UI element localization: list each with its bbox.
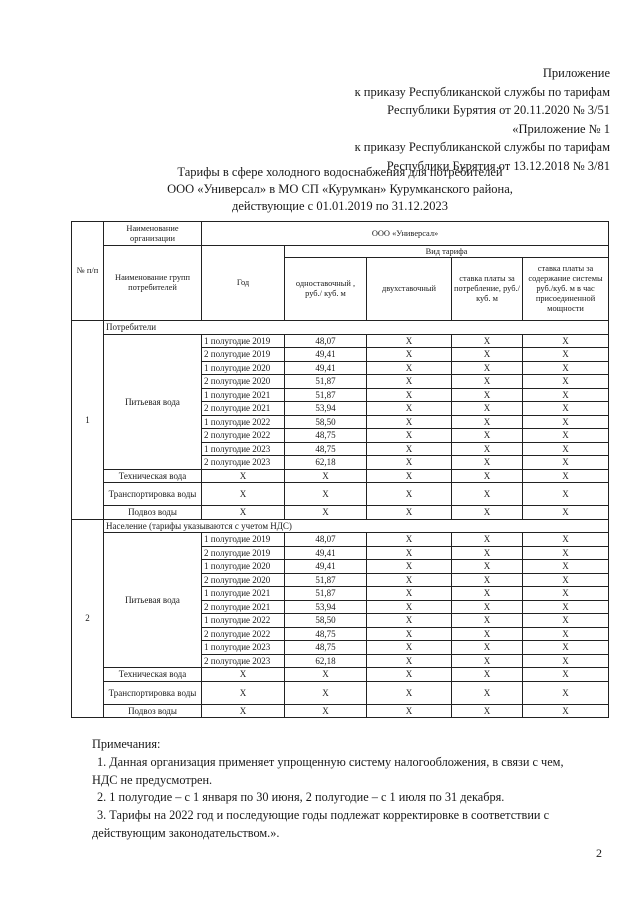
capacity-rate-cell: X — [523, 614, 609, 628]
consumption-rate-cell: X — [452, 560, 523, 574]
consumption-rate-cell: X — [452, 348, 523, 362]
consumption-rate-cell: X — [452, 600, 523, 614]
group-name: Подвоз воды — [104, 704, 202, 718]
single-rate-cell: 48,75 — [285, 641, 367, 655]
double-rate-cell: X — [367, 334, 452, 348]
capacity-rate-cell: X — [523, 375, 609, 389]
consumption-rate-cell: X — [452, 654, 523, 668]
double-rate-cell: X — [367, 375, 452, 389]
consumption-rate-cell: X — [452, 627, 523, 641]
period-cell: 2 полугодие 2019 — [202, 348, 285, 362]
document-title — [80, 164, 600, 215]
single-rate-cell: 51,87 — [285, 388, 367, 402]
header-org-value: ООО «Универсал» — [202, 222, 609, 246]
title-line: действующие с 01.01.2019 по 31.12.2023 — [231, 199, 449, 213]
period-cell: 1 полугодие 2019 — [202, 334, 285, 348]
table-row — [72, 681, 609, 704]
header-group-name: Наименование групп потребителей — [104, 246, 202, 321]
consumption-rate-cell: X — [452, 334, 523, 348]
header-line: Республики Бурятия от 20.11.2020 № 3/51 — [387, 103, 610, 117]
consumption-rate-cell: X — [452, 506, 523, 520]
period-cell: X — [202, 483, 285, 506]
consumption-rate-cell: X — [452, 388, 523, 402]
consumption-rate-cell: X — [452, 587, 523, 601]
group-name: Техническая вода — [104, 469, 202, 483]
period-cell: 1 полугодие 2021 — [202, 587, 285, 601]
double-rate-cell: X — [367, 429, 452, 443]
period-cell: 2 полугодие 2021 — [202, 402, 285, 416]
consumption-rate-cell: X — [452, 402, 523, 416]
capacity-rate-cell: X — [523, 415, 609, 429]
section-title-row — [72, 321, 609, 335]
section-number: 2 — [72, 519, 104, 718]
double-rate-cell: X — [367, 573, 452, 587]
consumption-rate-cell: X — [452, 456, 523, 470]
period-cell: X — [202, 668, 285, 682]
title-line: Тарифы в сфере холодного водоснабжения для потребителей — [177, 165, 503, 179]
period-cell: 1 полугодие 2023 — [202, 442, 285, 456]
single-rate-cell: 48,07 — [285, 533, 367, 547]
capacity-rate-cell: X — [523, 506, 609, 520]
single-rate-cell: 53,94 — [285, 600, 367, 614]
consumption-rate-cell: X — [452, 415, 523, 429]
consumption-rate-cell: X — [452, 546, 523, 560]
single-rate-cell: 49,41 — [285, 560, 367, 574]
capacity-rate-cell: X — [523, 456, 609, 470]
single-rate-cell: X — [285, 469, 367, 483]
group-name: Транспортировка воды — [104, 483, 202, 506]
capacity-rate-cell: X — [523, 348, 609, 362]
period-cell: 1 полугодие 2023 — [202, 641, 285, 655]
double-rate-cell: X — [367, 641, 452, 655]
double-rate-cell: X — [367, 361, 452, 375]
period-cell: 2 полугодие 2020 — [202, 573, 285, 587]
double-rate-cell: X — [367, 627, 452, 641]
capacity-rate-cell: X — [523, 388, 609, 402]
note-item: 3. Тарифы на 2022 год и последующие годы подлежат корректировке в соответствии с действующим законодательством.». — [92, 808, 550, 840]
capacity-rate-cell: X — [523, 641, 609, 655]
period-cell: 1 полугодие 2019 — [202, 533, 285, 547]
period-cell: 2 полугодие 2022 — [202, 627, 285, 641]
single-rate-cell: X — [285, 704, 367, 718]
single-rate-cell: 58,50 — [285, 415, 367, 429]
group-name: Подвоз воды — [104, 506, 202, 520]
section-title: Население (тарифы указываются с учетом НДС) — [104, 519, 609, 533]
single-rate-cell: 49,41 — [285, 546, 367, 560]
period-cell: 2 полугодие 2022 — [202, 429, 285, 443]
header-consumption: ставка платы за потребление, руб./ куб. м — [452, 258, 523, 321]
double-rate-cell: X — [367, 587, 452, 601]
single-rate-cell: 49,41 — [285, 348, 367, 362]
period-cell: 1 полугодие 2022 — [202, 415, 285, 429]
header-org-name: Наименование организации — [104, 222, 202, 246]
single-rate-cell: 48,75 — [285, 442, 367, 456]
consumption-rate-cell: X — [452, 483, 523, 506]
double-rate-cell: X — [367, 546, 452, 560]
table-row — [72, 506, 609, 520]
double-rate-cell: X — [367, 560, 452, 574]
header-single: одноставочный , руб./ куб. м — [285, 258, 367, 321]
capacity-rate-cell: X — [523, 600, 609, 614]
double-rate-cell: X — [367, 348, 452, 362]
header-line: Приложение — [542, 66, 610, 80]
double-rate-cell: X — [367, 456, 452, 470]
capacity-rate-cell: X — [523, 469, 609, 483]
double-rate-cell: X — [367, 469, 452, 483]
header-tariff-type: Вид тарифа — [285, 246, 609, 258]
document-header — [355, 64, 610, 175]
period-cell: 1 полугодие 2021 — [202, 388, 285, 402]
period-cell: X — [202, 506, 285, 520]
single-rate-cell: 51,87 — [285, 573, 367, 587]
single-rate-cell: 48,07 — [285, 334, 367, 348]
capacity-rate-cell: X — [523, 587, 609, 601]
single-rate-cell: X — [285, 483, 367, 506]
period-cell: 1 полугодие 2020 — [202, 361, 285, 375]
section-title-row — [72, 519, 609, 533]
period-cell: 2 полугодие 2019 — [202, 546, 285, 560]
period-cell: 2 полугодие 2023 — [202, 456, 285, 470]
capacity-rate-cell: X — [523, 442, 609, 456]
header-line: к приказу Республиканской службы по тарифам — [354, 84, 610, 99]
note-item: 2. 1 полугодие – с 1 января по 30 июня, 2 полугодие – с 1 июля по 31 декабря. — [97, 790, 505, 805]
single-rate-cell: X — [285, 506, 367, 520]
capacity-rate-cell: X — [523, 681, 609, 704]
double-rate-cell: X — [367, 483, 452, 506]
header-num: № п/п — [72, 222, 104, 321]
title-line: ООО «Универсал» в МО СП «Курумкан» Курумканского района, — [167, 182, 513, 196]
table-row — [72, 668, 609, 682]
consumption-rate-cell: X — [452, 681, 523, 704]
double-rate-cell: X — [367, 654, 452, 668]
group-name: Техническая вода — [104, 668, 202, 682]
header-capacity: ставка платы за содержание системы руб./куб. м в час присоединенной мощности — [523, 258, 609, 321]
single-rate-cell: 53,94 — [285, 402, 367, 416]
capacity-rate-cell: X — [523, 533, 609, 547]
period-cell: 1 полугодие 2020 — [202, 560, 285, 574]
table-row — [72, 483, 609, 506]
capacity-rate-cell: X — [523, 483, 609, 506]
single-rate-cell: X — [285, 681, 367, 704]
double-rate-cell: X — [367, 614, 452, 628]
group-name: Питьевая вода — [104, 533, 202, 668]
consumption-rate-cell: X — [452, 429, 523, 443]
single-rate-cell: 51,87 — [285, 587, 367, 601]
consumption-rate-cell: X — [452, 704, 523, 718]
capacity-rate-cell: X — [523, 627, 609, 641]
group-name: Питьевая вода — [104, 334, 202, 469]
header-line: «Приложение № 1 — [512, 121, 610, 136]
single-rate-cell: 62,18 — [285, 456, 367, 470]
table-row — [72, 469, 609, 483]
double-rate-cell: X — [367, 681, 452, 704]
table-row — [72, 533, 609, 547]
period-cell: 2 полугодие 2020 — [202, 375, 285, 389]
double-rate-cell: X — [367, 506, 452, 520]
capacity-rate-cell: X — [523, 361, 609, 375]
consumption-rate-cell: X — [452, 533, 523, 547]
period-cell: X — [202, 681, 285, 704]
consumption-rate-cell: X — [452, 375, 523, 389]
capacity-rate-cell: X — [523, 546, 609, 560]
table-row — [72, 704, 609, 718]
double-rate-cell: X — [367, 668, 452, 682]
header-double: двухставочный — [367, 258, 452, 321]
header-year: Год — [202, 246, 285, 321]
capacity-rate-cell: X — [523, 654, 609, 668]
capacity-rate-cell: X — [523, 429, 609, 443]
single-rate-cell: 48,75 — [285, 627, 367, 641]
double-rate-cell: X — [367, 402, 452, 416]
consumption-rate-cell: X — [452, 442, 523, 456]
note-item: 1. Данная организация применяет упрощенную систему налогообложения, в связи с чем, НДС не предусмотрен. — [92, 754, 564, 787]
single-rate-cell: 49,41 — [285, 361, 367, 375]
capacity-rate-cell: X — [523, 704, 609, 718]
double-rate-cell: X — [367, 415, 452, 429]
consumption-rate-cell: X — [452, 641, 523, 655]
consumption-rate-cell: X — [452, 573, 523, 587]
capacity-rate-cell: X — [523, 334, 609, 348]
double-rate-cell: X — [367, 704, 452, 718]
single-rate-cell: 51,87 — [285, 375, 367, 389]
single-rate-cell: X — [285, 668, 367, 682]
section-number: 1 — [72, 321, 104, 520]
header-line: к приказу Республиканской службы по тарифам — [354, 140, 610, 154]
notes — [92, 736, 592, 843]
capacity-rate-cell: X — [523, 573, 609, 587]
table-row — [72, 334, 609, 348]
period-cell: X — [202, 469, 285, 483]
tariff-table — [71, 221, 609, 718]
consumption-rate-cell: X — [452, 469, 523, 483]
double-rate-cell: X — [367, 600, 452, 614]
consumption-rate-cell: X — [452, 361, 523, 375]
period-cell: X — [202, 704, 285, 718]
header-line: Республики Бурятия от 13.12.2018 № 3/81 — [386, 158, 610, 173]
single-rate-cell: 48,75 — [285, 429, 367, 443]
single-rate-cell: 58,50 — [285, 614, 367, 628]
period-cell: 2 полугодие 2021 — [202, 600, 285, 614]
capacity-rate-cell: X — [523, 560, 609, 574]
period-cell: 1 полугодие 2022 — [202, 614, 285, 628]
consumption-rate-cell: X — [452, 614, 523, 628]
group-name: Транспортировка воды — [104, 681, 202, 704]
period-cell: 2 полугодие 2023 — [202, 654, 285, 668]
double-rate-cell: X — [367, 442, 452, 456]
double-rate-cell: X — [367, 533, 452, 547]
capacity-rate-cell: X — [523, 668, 609, 682]
single-rate-cell: 62,18 — [285, 654, 367, 668]
double-rate-cell: X — [367, 388, 452, 402]
capacity-rate-cell: X — [523, 402, 609, 416]
page-number: 2 — [596, 846, 602, 860]
section-title: Потребители — [104, 321, 609, 335]
consumption-rate-cell: X — [452, 668, 523, 682]
notes-heading: Примечания: — [92, 737, 161, 751]
